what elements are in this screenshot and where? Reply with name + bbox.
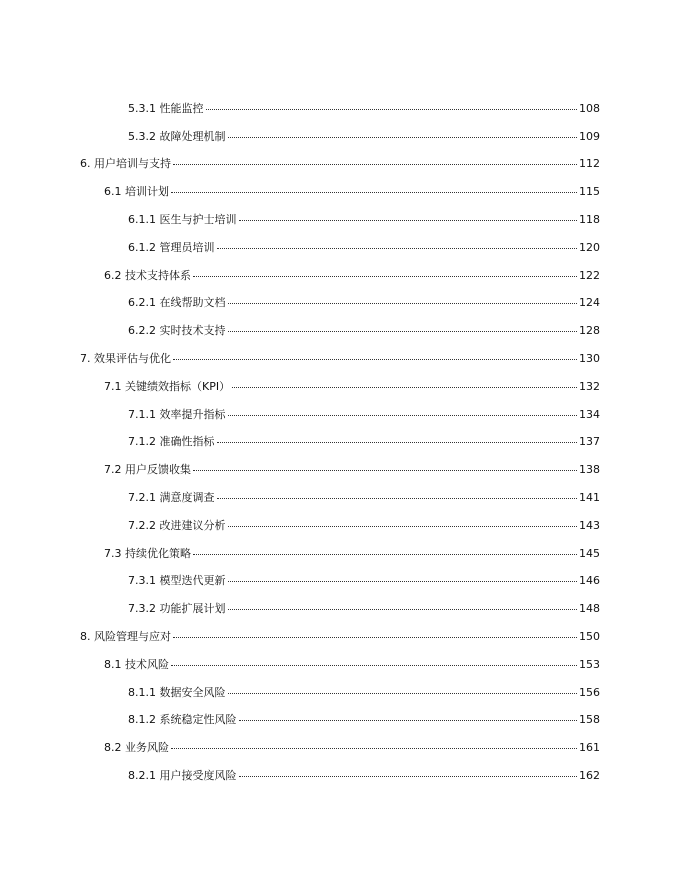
toc-entry-title: 7.2.2 改进建议分析 [128, 518, 226, 532]
toc-entry-page-number: 148 [579, 602, 600, 616]
dot-leader [239, 720, 578, 721]
toc-entry[interactable] [0, 372, 680, 400]
toc-entry-page-number: 137 [579, 435, 600, 449]
toc-entry-title: 6.1.2 管理员培训 [128, 240, 215, 254]
toc-entry-title: 8.1.1 数据安全风险 [128, 685, 226, 699]
toc-entry-page-number: 118 [579, 213, 600, 227]
toc-entry-page-number: 150 [579, 630, 600, 644]
toc-entry[interactable] [0, 622, 680, 650]
dot-leader [171, 192, 577, 193]
toc-entry-title: 6. 用户培训与支持 [80, 157, 171, 171]
dot-leader [239, 776, 578, 777]
toc-entry[interactable] [0, 761, 680, 789]
toc-entry[interactable] [0, 94, 680, 122]
toc-entry[interactable] [0, 122, 680, 150]
toc-entry-title: 8.2 业务风险 [104, 741, 169, 755]
table-of-contents [0, 94, 680, 789]
toc-entry-line [104, 267, 600, 283]
dot-leader [193, 470, 577, 471]
toc-entry-page-number: 109 [579, 129, 600, 143]
dot-leader [228, 415, 578, 416]
dot-leader [239, 220, 578, 221]
toc-entry-page-number: 134 [579, 407, 600, 421]
toc-entry-title: 7.2 用户反馈收集 [104, 463, 191, 477]
toc-entry-page-number: 158 [579, 713, 600, 727]
toc-entry-title: 8.1 技术风险 [104, 657, 169, 671]
toc-entry-title: 7.3.1 模型迭代更新 [128, 574, 226, 588]
dot-leader [232, 387, 577, 388]
toc-entry-title: 6.2 技术支持体系 [104, 268, 191, 282]
toc-entry-line [128, 239, 600, 255]
toc-entry-line [80, 350, 600, 366]
dot-leader [217, 498, 578, 499]
dot-leader [228, 526, 578, 527]
toc-entry-title: 6.1.1 医生与护士培训 [128, 213, 237, 227]
toc-entry-title: 5.3.1 性能监控 [128, 101, 204, 115]
toc-entry-line [128, 600, 600, 616]
toc-entry-page-number: 138 [579, 463, 600, 477]
toc-entry-page-number: 122 [579, 268, 600, 282]
toc-entry[interactable] [0, 150, 680, 178]
dot-leader [173, 164, 577, 165]
toc-entry-line [128, 128, 600, 144]
dot-leader [193, 554, 577, 555]
toc-entry-title: 7.1.2 准确性指标 [128, 435, 215, 449]
toc-entry[interactable] [0, 344, 680, 372]
toc-entry-line [128, 517, 600, 533]
toc-entry[interactable] [0, 455, 680, 483]
toc-entry-page-number: 141 [579, 491, 600, 505]
toc-entry-line [80, 628, 600, 644]
dot-leader [228, 331, 578, 332]
toc-entry-page-number: 120 [579, 240, 600, 254]
toc-entry-page-number: 161 [579, 741, 600, 755]
toc-entry[interactable] [0, 539, 680, 567]
toc-entry[interactable] [0, 733, 680, 761]
toc-entry-page-number: 115 [579, 185, 600, 199]
toc-entry-title: 7.1.1 效率提升指标 [128, 407, 226, 421]
toc-entry-line [104, 378, 600, 394]
toc-entry-line [128, 322, 600, 338]
toc-entry-page-number: 124 [579, 296, 600, 310]
toc-entry-page-number: 128 [579, 324, 600, 338]
toc-entry-page-number: 162 [579, 769, 600, 783]
toc-entry-line [128, 572, 600, 588]
toc-entry-line [128, 406, 600, 422]
toc-entry-page-number: 112 [579, 157, 600, 171]
toc-entry-line [128, 433, 600, 449]
toc-entry[interactable] [0, 594, 680, 622]
dot-leader [193, 276, 577, 277]
toc-entry-title: 8.1.2 系统稳定性风险 [128, 713, 237, 727]
toc-entry-line [104, 545, 600, 561]
toc-entry[interactable] [0, 511, 680, 539]
toc-entry-title: 7.1 关键绩效指标（KPI） [104, 379, 231, 393]
toc-entry-line [104, 656, 600, 672]
toc-entry-line [104, 183, 600, 199]
toc-entry-page-number: 146 [579, 574, 600, 588]
dot-leader [206, 109, 578, 110]
toc-entry-line [128, 100, 600, 116]
toc-entry-title: 8. 风险管理与应对 [80, 630, 171, 644]
toc-entry[interactable] [0, 483, 680, 511]
toc-entry[interactable] [0, 289, 680, 317]
toc-entry-title: 7.3 持续优化策略 [104, 546, 191, 560]
toc-entry-title: 7. 效果评估与优化 [80, 352, 171, 366]
dot-leader [173, 637, 577, 638]
toc-entry-title: 8.2.1 用户接受度风险 [128, 769, 237, 783]
dot-leader [173, 359, 577, 360]
toc-entry-page-number: 156 [579, 685, 600, 699]
toc-entry-line [128, 294, 600, 310]
toc-entry[interactable] [0, 233, 680, 261]
toc-entry-line [128, 711, 600, 727]
toc-entry-line [80, 155, 600, 171]
toc-entry[interactable] [0, 678, 680, 706]
dot-leader [171, 748, 577, 749]
toc-entry-title: 6.2.2 实时技术支持 [128, 324, 226, 338]
toc-entry-title: 5.3.2 故障处理机制 [128, 129, 226, 143]
toc-entry-line [104, 461, 600, 477]
toc-entry-page-number: 132 [579, 379, 600, 393]
dot-leader [228, 609, 578, 610]
toc-entry[interactable] [0, 205, 680, 233]
toc-entry-line [128, 684, 600, 700]
toc-entry[interactable] [0, 650, 680, 678]
dot-leader [228, 581, 578, 582]
dot-leader [217, 442, 578, 443]
toc-entry-line [128, 211, 600, 227]
toc-entry-title: 7.2.1 满意度调查 [128, 491, 215, 505]
toc-entry[interactable] [0, 316, 680, 344]
toc-entry-page-number: 108 [579, 101, 600, 115]
toc-entry[interactable] [0, 706, 680, 734]
toc-entry[interactable] [0, 177, 680, 205]
toc-entry-page-number: 145 [579, 546, 600, 560]
toc-entry-line [128, 767, 600, 783]
toc-entry-title: 7.3.2 功能扩展计划 [128, 602, 226, 616]
toc-entry[interactable] [0, 428, 680, 456]
toc-entry-page-number: 130 [579, 352, 600, 366]
toc-entry-page-number: 143 [579, 518, 600, 532]
toc-entry[interactable] [0, 400, 680, 428]
dot-leader [171, 665, 577, 666]
toc-entry-line [104, 739, 600, 755]
dot-leader [228, 137, 578, 138]
dot-leader [217, 248, 578, 249]
toc-entry[interactable] [0, 261, 680, 289]
toc-entry-line [128, 489, 600, 505]
dot-leader [228, 693, 578, 694]
toc-entry-page-number: 153 [579, 657, 600, 671]
toc-entry-title: 6.2.1 在线帮助文档 [128, 296, 226, 310]
dot-leader [228, 303, 578, 304]
toc-entry-title: 6.1 培训计划 [104, 185, 169, 199]
toc-entry[interactable] [0, 567, 680, 595]
